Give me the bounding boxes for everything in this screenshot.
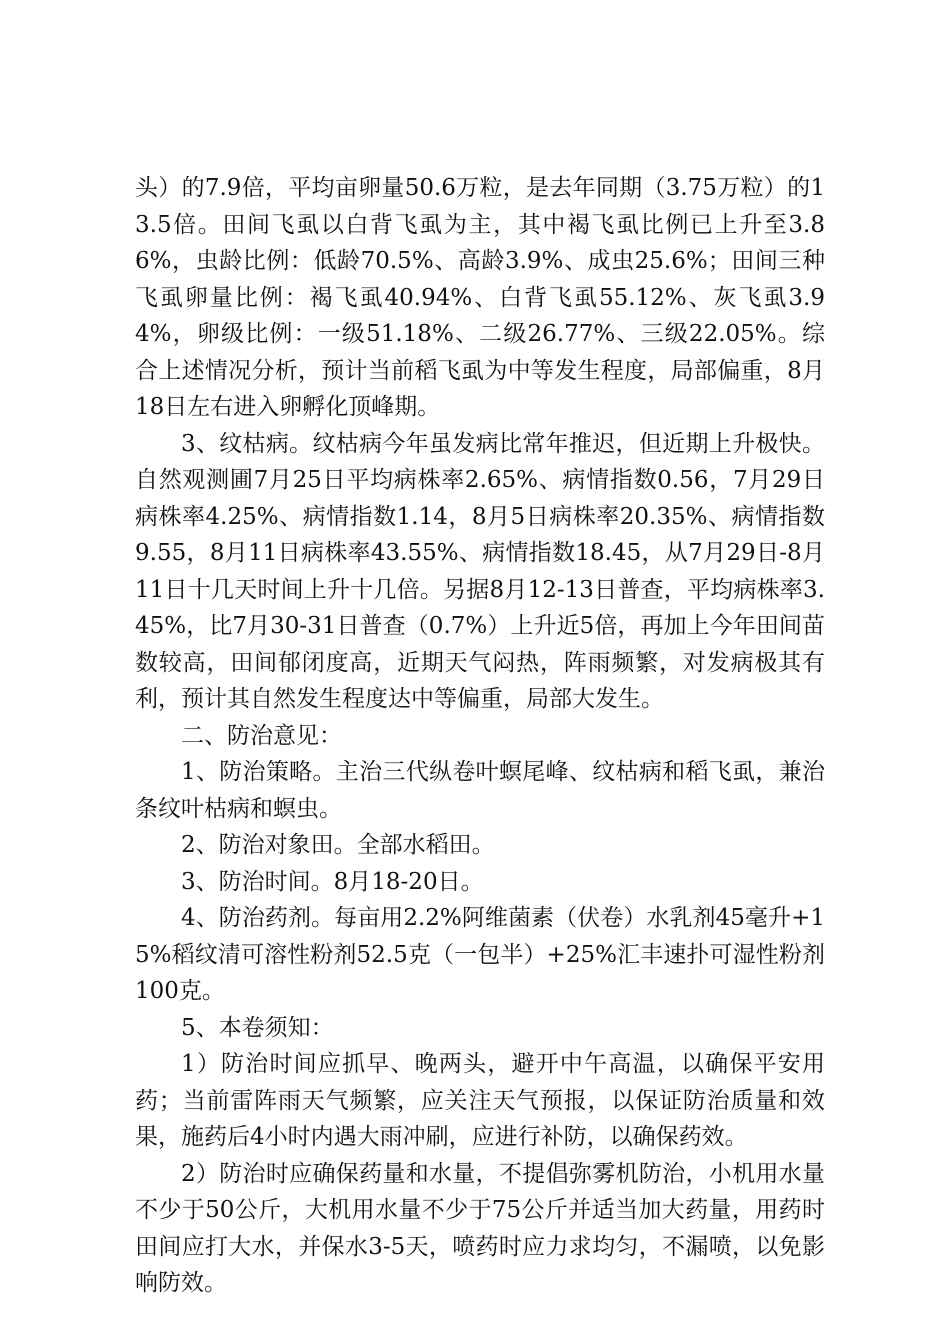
paragraph-planthopper-continued: 头）的7.9倍，平均亩卵量50.6万粒，是去年同期（3.75万粒）的13.5倍。田间飞虱以白背飞虱为主，其中褐飞虱比例已上升至3.86%，虫龄比例：低龄70.5%、高龄3.9%、成虫25.6%；田间三种飞虱卵量比例：褐飞虱40.94%、白背飞虱55.12%、灰飞虱3.94%，卵级比例：一级51.18%、二级26.77%、三级22.05%。综合上述情况分析，预计当前稻飞虱为中等发生程度，局部偏重，8月18日左右进入卵孵化顶峰期。 bbox=[135, 175, 825, 420]
paragraph-note-2: 2）防治时应确保药量和水量，不提倡弥雾机防治，小机用水量不少于50公斤，大机用水量不少于75公斤并适当加大药量，用药时田间应打大水，并保水3-5天，喷药时应力求均匀，不漏喷，以免影响防效。 bbox=[135, 1160, 825, 1296]
paragraph-sheath-blight: 3、纹枯病。纹枯病今年虽发病比常年推迟，但近期上升极快。自然观测圃7月25日平均病株率2.65%、病情指数0.56，7月29日病株率4.25%、病情指数1.14，8月5日病株率20.35%、病情指数9.55，8月11日病株率43.55%、病情指数18.45，从7月29日-8月11日十几天时间上升十几倍。另据8月12-13日普查，平均病株率3.45%，比7月30-31日普查（0.7%）上升近5倍，再加上今年田间苗数较高，田间郁闭度高，近期天气闷热，阵雨频繁，对发病极其有利，预计其自然发生程度达中等偏重，局部大发生。 bbox=[135, 430, 825, 712]
paragraph-control-strategy: 1、防治策略。主治三代纵卷叶螟尾峰、纹枯病和稻飞虱，兼治条纹叶枯病和螟虫。 bbox=[135, 759, 825, 822]
paragraph-notes-heading: 5、本卷须知： bbox=[181, 1014, 334, 1041]
paragraph-target-fields: 2、防治对象田。全部水稻田。 bbox=[181, 832, 495, 858]
paragraph-note-1: 1）防治时间应抓早、晚两头，避开中午高温，以确保平安用药；当前雷阵雨天气频繁，应关注天气预报，以保证防治质量和效果，施药后4小时内遇大雨冲刷，应进行补防，以确保药效。 bbox=[135, 1051, 825, 1150]
paragraph-control-time: 3、防治时间。8月18-20日。 bbox=[181, 868, 484, 895]
document-body bbox=[135, 170, 825, 1302]
section-heading-control-advice: 二、防治意见： bbox=[181, 722, 342, 749]
paragraph-pesticides: 4、防治药剂。每亩用2.2%阿维菌素（伏卷）水乳剂45毫升+15%稻纹清可溶性粉剂52.5克（一包半）+25%汇丰速扑可湿性粉剂100克。 bbox=[135, 905, 825, 1004]
